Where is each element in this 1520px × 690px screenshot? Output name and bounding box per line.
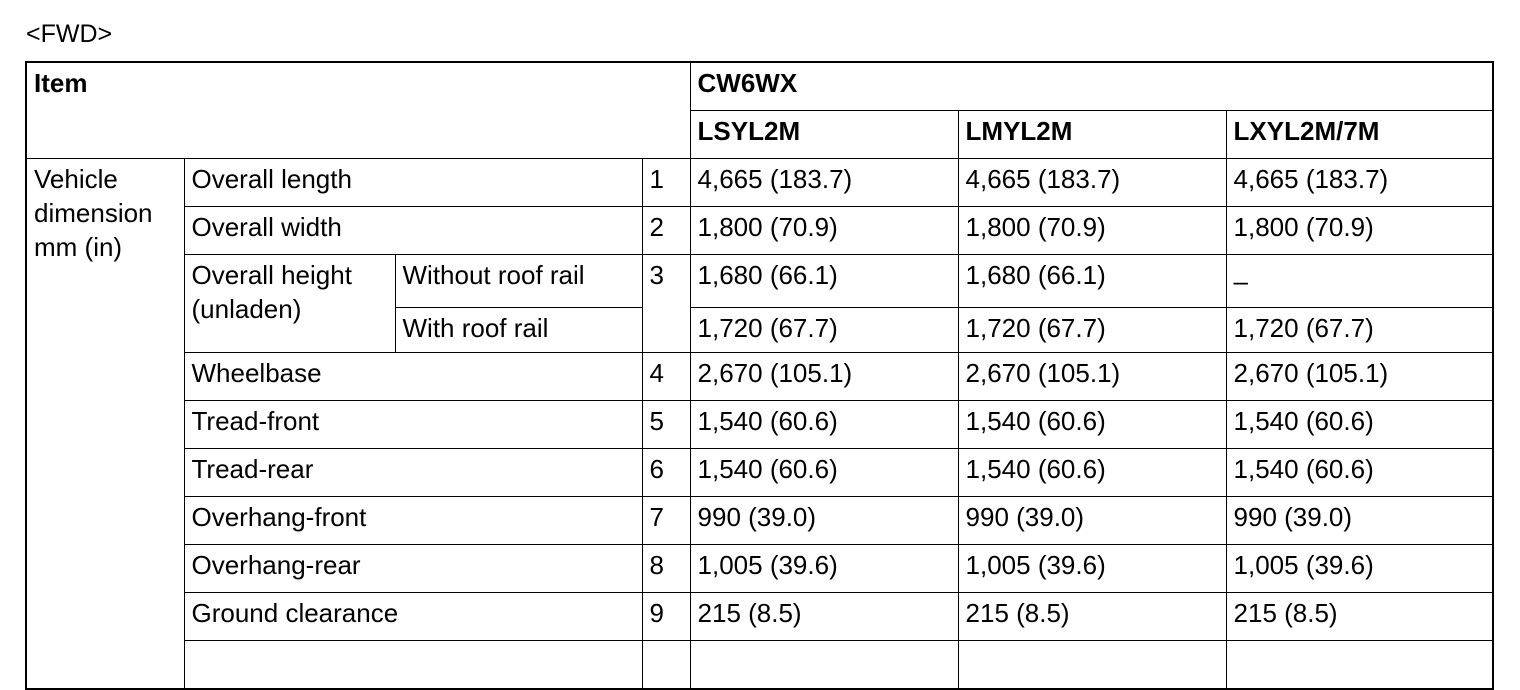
cell-value: 990 (39.0) bbox=[1226, 497, 1493, 545]
cell-value: 1,540 (60.6) bbox=[958, 449, 1226, 497]
cell-value: 1,680 (66.1) bbox=[690, 255, 958, 308]
cell-value: 1,800 (70.9) bbox=[958, 207, 1226, 255]
cell-value: 2,670 (105.1) bbox=[690, 353, 958, 401]
cell-value: 990 (39.0) bbox=[958, 497, 1226, 545]
row-number bbox=[642, 641, 690, 690]
cell-value bbox=[690, 641, 958, 690]
table-row bbox=[26, 207, 1493, 255]
table-row bbox=[26, 353, 1493, 401]
row-number: 5 bbox=[642, 401, 690, 449]
cell-value: 1,680 (66.1) bbox=[958, 255, 1226, 308]
table-row bbox=[26, 159, 1493, 207]
group-label: Vehicle dimension mm (in) bbox=[26, 159, 184, 690]
cell-value: 1,540 (60.6) bbox=[690, 401, 958, 449]
row-name: Ground clearance bbox=[184, 593, 642, 641]
cell-value bbox=[1226, 641, 1493, 690]
cell-value: 4,665 (183.7) bbox=[690, 159, 958, 207]
header-grade: LMYL2M bbox=[958, 111, 1226, 159]
row-name: Overall width bbox=[184, 207, 642, 255]
table-row bbox=[26, 641, 1493, 690]
cell-value: 1,005 (39.6) bbox=[1226, 545, 1493, 593]
row-number: 6 bbox=[642, 449, 690, 497]
cell-value: 1,540 (60.6) bbox=[1226, 401, 1493, 449]
row-name: Overall height (unladen) bbox=[184, 255, 395, 353]
row-number: 1 bbox=[642, 159, 690, 207]
row-number: 4 bbox=[642, 353, 690, 401]
header-model-group: CW6WX bbox=[690, 62, 1493, 111]
row-number-empty bbox=[642, 308, 690, 353]
cell-value: 990 (39.0) bbox=[690, 497, 958, 545]
table-row bbox=[26, 255, 1493, 308]
row-name: Wheelbase bbox=[184, 353, 642, 401]
table-row bbox=[26, 545, 1493, 593]
cell-value: 215 (8.5) bbox=[958, 593, 1226, 641]
cell-value: 1,800 (70.9) bbox=[1226, 207, 1493, 255]
header-grade: LXYL2M/7M bbox=[1226, 111, 1493, 159]
cell-value: 1,540 (60.6) bbox=[958, 401, 1226, 449]
row-name: Tread-front bbox=[184, 401, 642, 449]
table-row bbox=[26, 497, 1493, 545]
cell-value: 1,005 (39.6) bbox=[958, 545, 1226, 593]
row-number: 3 bbox=[642, 255, 690, 308]
cell-value: 1,720 (67.7) bbox=[958, 308, 1226, 353]
cell-value: 1,005 (39.6) bbox=[690, 545, 958, 593]
row-name: Overhang-rear bbox=[184, 545, 642, 593]
cell-value bbox=[958, 641, 1226, 690]
cell-value: 215 (8.5) bbox=[690, 593, 958, 641]
cell-value: 2,670 (105.1) bbox=[958, 353, 1226, 401]
page-title: <FWD> bbox=[26, 20, 113, 48]
table-row bbox=[26, 449, 1493, 497]
cell-value bbox=[1226, 255, 1493, 308]
row-number: 7 bbox=[642, 497, 690, 545]
cell-value: 1,720 (67.7) bbox=[690, 308, 958, 353]
header-item: Item bbox=[26, 62, 690, 159]
cell-value: 1,800 (70.9) bbox=[690, 207, 958, 255]
cell-value: 4,665 (183.7) bbox=[958, 159, 1226, 207]
cell-value: 1,540 (60.6) bbox=[690, 449, 958, 497]
sub-row-name: Without roof rail bbox=[395, 255, 642, 308]
dash-value: – bbox=[1233, 266, 1248, 296]
cell-value: 1,540 (60.6) bbox=[1226, 449, 1493, 497]
row-name bbox=[184, 641, 642, 690]
header-grade: LSYL2M bbox=[690, 111, 958, 159]
cell-value: 4,665 (183.7) bbox=[1226, 159, 1493, 207]
row-name: Overhang-front bbox=[184, 497, 642, 545]
cell-value: 215 (8.5) bbox=[1226, 593, 1493, 641]
vehicle-dimension-table bbox=[25, 61, 1494, 690]
row-number: 8 bbox=[642, 545, 690, 593]
row-name: Overall length bbox=[184, 159, 642, 207]
cell-value: 1,720 (67.7) bbox=[1226, 308, 1493, 353]
table-row bbox=[26, 593, 1493, 641]
row-number: 9 bbox=[642, 593, 690, 641]
row-number: 2 bbox=[642, 207, 690, 255]
row-name: Tread-rear bbox=[184, 449, 642, 497]
cell-value: 2,670 (105.1) bbox=[1226, 353, 1493, 401]
table-row bbox=[26, 401, 1493, 449]
sub-row-name: With roof rail bbox=[395, 308, 642, 353]
header-row-1 bbox=[26, 62, 1493, 111]
